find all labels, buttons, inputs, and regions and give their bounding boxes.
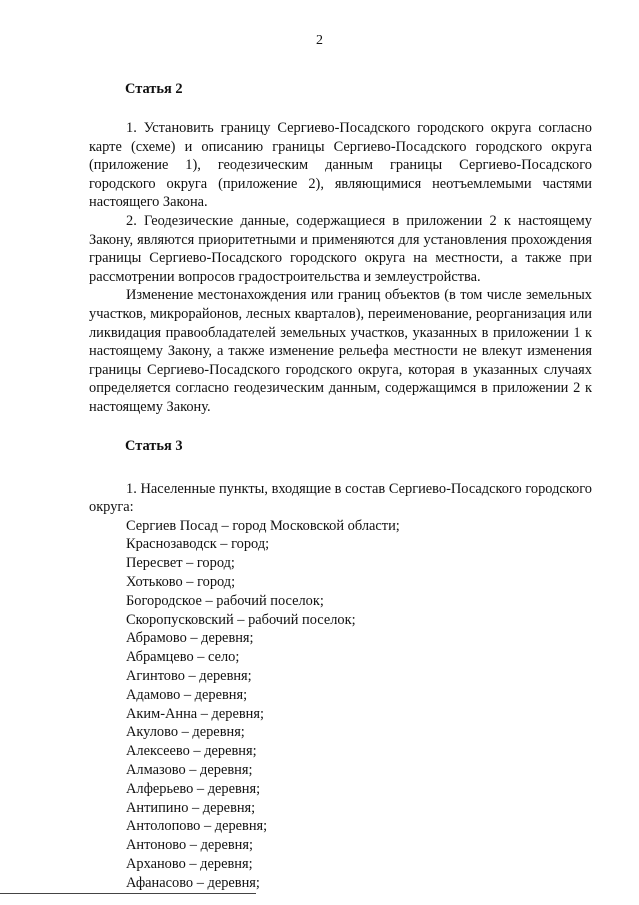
- list-item: Абрамово – деревня;: [126, 630, 254, 647]
- article-2-heading: Статья 2: [125, 81, 183, 97]
- list-item: Богородское – рабочий поселок;: [126, 592, 324, 609]
- list-item: Акулово – деревня;: [126, 724, 245, 741]
- list-item: Алферьево – деревня;: [126, 780, 261, 797]
- list-item: Хотьково – город;: [126, 574, 236, 591]
- footer-divider: [0, 893, 256, 894]
- list-item: Антоново – деревня;: [126, 837, 253, 854]
- list-item: Пересвет – город;: [126, 555, 235, 572]
- list-item: Скоропусковский – рабочий поселок;: [126, 611, 356, 628]
- list-item: Агинтово – деревня;: [126, 668, 252, 685]
- list-item: Краснозаводск – город;: [126, 536, 270, 553]
- article-3: [89, 437, 592, 893]
- article-2-paragraph-3: Изменение местонахождения или границ объектов (в том числе земельных участков, микрорайонов, лесных кварталов), переименование, реорганизация или ликвидация правообладателей земельных участков, указанных в приложении 1 к настоящему Закону, а также изменение рельефа местности не влекут изменения границы Сергиево-Посадского городского округа, которая в указанных случаях определяется согласно геодезическим данным, содержащимся в приложении 2 к настоящему Закону.: [89, 287, 592, 415]
- list-item: Аким-Анна – деревня;: [126, 705, 264, 722]
- list-item: Адамово – деревня;: [126, 686, 248, 703]
- article-3-heading: Статья 3: [125, 437, 183, 454]
- list-item: Алмазово – деревня;: [126, 762, 253, 779]
- article-3-paragraph-1: 1. Населенные пункты, входящие в состав Сергиево-Посадского городского округа:: [89, 480, 592, 516]
- article-2-paragraph-2: 2. Геодезические данные, содержащиеся в приложении 2 к настоящему Закону, являются приоритетными и применяются для установления прохождения границы Сергиево-Посадского городского округа на местности, а также при рассмотрении вопросов градостроительства и землеустройства.: [89, 212, 592, 285]
- list-item: Арханово – деревня;: [126, 856, 253, 873]
- list-item: Афанасово – деревня;: [126, 874, 260, 891]
- list-item: Антипино – деревня;: [126, 799, 256, 816]
- settlement-list: [89, 517, 592, 893]
- article-2: [89, 80, 592, 417]
- article-2-paragraph-1: 1. Установить границу Сергиево-Посадского городского округа согласно карте (схеме) и описанию границы Сергиево-Посадского городского округа (приложение 1), геодезическим данным границы Сергиево-Посадского городского округа (приложение 2), являющимися неотъемлемыми частями настоящего Закона.: [89, 120, 592, 211]
- list-item: Абрамцево – село;: [126, 649, 240, 666]
- document-body: [89, 80, 592, 893]
- list-item: Антолопово – деревня;: [126, 818, 268, 835]
- page-number: 2: [316, 33, 323, 48]
- list-item: Алексеево – деревня;: [126, 743, 257, 760]
- list-item: Сергиев Посад – город Московской области;: [126, 517, 400, 534]
